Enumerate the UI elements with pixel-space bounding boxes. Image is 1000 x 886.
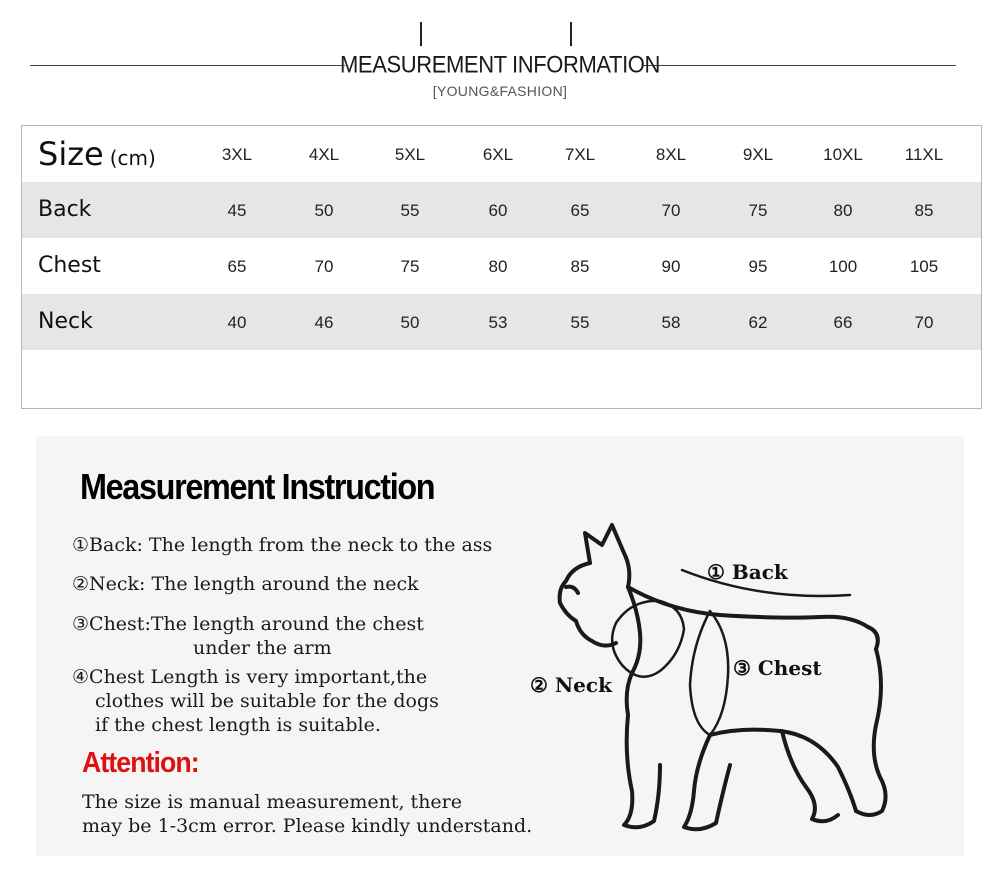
- table-cell: 70: [914, 313, 934, 332]
- table-cell: 62: [748, 313, 768, 332]
- size-col-header: 7XL: [564, 145, 596, 164]
- instruction-line-neck: ②Neck: The length around the neck: [72, 573, 419, 595]
- table-cell: 45: [227, 201, 247, 220]
- table-cell: 105: [909, 257, 939, 276]
- attention-line: may be 1-3cm error. Please kindly understand.: [82, 815, 533, 837]
- table-cell: 53: [488, 313, 508, 332]
- unit-label: (cm): [109, 146, 156, 170]
- dog-label-neck: ② Neck: [530, 673, 612, 697]
- table-row-neck: [22, 294, 981, 350]
- attention-title: Attention:: [82, 747, 199, 779]
- size-table: [21, 125, 982, 409]
- table-cell: 90: [661, 257, 681, 276]
- row-label: Neck: [38, 309, 93, 334]
- table-cell: 95: [748, 257, 768, 276]
- table-cell: 100: [828, 257, 858, 276]
- page-title: MEASUREMENT INFORMATION: [340, 50, 660, 78]
- size-col-header: 5XL: [394, 145, 426, 164]
- table-cell: 80: [833, 201, 853, 220]
- table-cell: 58: [661, 313, 681, 332]
- table-cell: 55: [570, 313, 590, 332]
- table-cell: 66: [833, 313, 853, 332]
- size-col-header: 9XL: [742, 145, 774, 164]
- size-col-header: 6XL: [482, 145, 514, 164]
- page-subtitle: [YOUNG&FASHION]: [432, 83, 568, 99]
- instruction-line-length-cont: clothes will be suitable for the dogs: [95, 690, 439, 712]
- table-cell: 75: [748, 201, 768, 220]
- table-cell: 60: [488, 201, 508, 220]
- header-tick-right: [570, 22, 572, 46]
- table-cell: 50: [400, 313, 420, 332]
- instruction-line-length: ④Chest Length is very important,the: [72, 666, 428, 688]
- table-row-chest: [22, 238, 981, 294]
- instruction-line-length-cont: if the chest length is suitable.: [95, 714, 381, 736]
- table-cell: 46: [314, 313, 334, 332]
- table-cell: 65: [570, 201, 590, 220]
- table-cell: 75: [400, 257, 420, 276]
- size-col-header: 3XL: [221, 145, 253, 164]
- size-header-row: [22, 126, 981, 182]
- size-col-header: 8XL: [655, 145, 687, 164]
- instruction-line-back: ①Back: The length from the neck to the ass: [72, 534, 493, 556]
- instruction-line-chest-cont: under the arm: [193, 637, 332, 659]
- size-label: Size: [38, 135, 104, 173]
- table-cell: 80: [488, 257, 508, 276]
- table-cell: 70: [661, 201, 681, 220]
- table-cell: 85: [570, 257, 590, 276]
- table-cell: 65: [227, 257, 247, 276]
- table-cell: 85: [914, 201, 934, 220]
- table-cell: 40: [227, 313, 247, 332]
- size-col-header: 11XL: [904, 145, 944, 164]
- size-header-label: [38, 126, 156, 182]
- table-row-back: [22, 182, 981, 238]
- table-cell: 70: [314, 257, 334, 276]
- header-tick-left: [420, 22, 422, 46]
- size-col-header: 10XL: [823, 145, 863, 164]
- size-col-header: 4XL: [308, 145, 340, 164]
- table-cell: 50: [314, 201, 334, 220]
- dog-label-back: ① Back: [707, 560, 788, 584]
- dog-label-chest: ③ Chest: [733, 656, 822, 680]
- table-cell: 55: [400, 201, 420, 220]
- instruction-line-chest: ③Chest:The length around the chest: [72, 613, 424, 635]
- row-label: Back: [38, 197, 92, 222]
- attention-line: The size is manual measurement, there: [82, 791, 462, 813]
- row-label: Chest: [38, 253, 101, 278]
- instruction-title: Measurement Instruction: [80, 466, 435, 507]
